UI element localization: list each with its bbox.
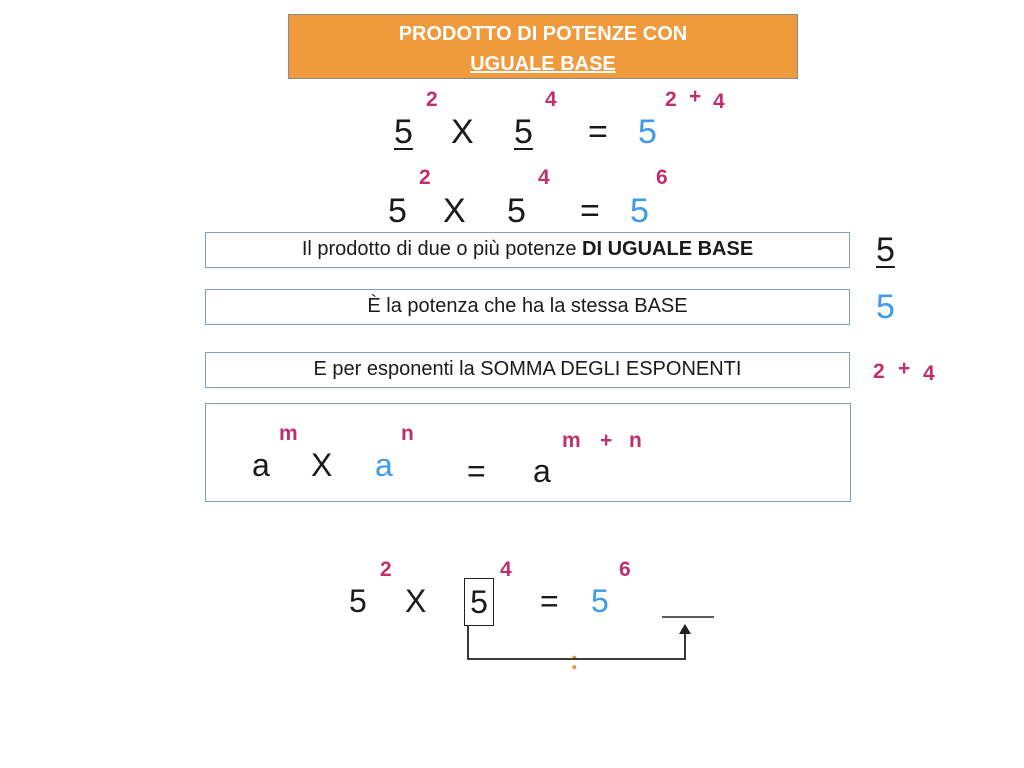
ex1-exp-1: 2 — [426, 88, 438, 111]
statement-3-side-a: 2 — [873, 360, 885, 383]
statement-3-text: E per esponenti la SOMMA DEGLI ESPONENTI — [313, 358, 742, 380]
ex2-base-2: 5 — [507, 192, 526, 230]
gf-base-a1: a — [252, 447, 270, 483]
statement-1-bold: DI UGUALE BASE — [582, 238, 754, 260]
ex1-exp-2: 4 — [545, 88, 557, 111]
ex2-times: X — [443, 192, 466, 230]
statement-1-text: Il prodotto di due o più potenze — [301, 238, 583, 260]
gf-exp-m: m — [279, 422, 298, 445]
ex1-result-plus: + — [689, 85, 702, 108]
ex3-exp-1: 2 — [380, 558, 392, 581]
ex3-result-base: 5 — [591, 583, 609, 619]
ex2-result-base: 5 — [630, 192, 649, 230]
ex1-times: X — [451, 113, 474, 151]
statement-1-side-five: 5 — [876, 231, 895, 269]
ex1-result-exp-a: 2 — [665, 88, 677, 111]
ex2-exp-1: 2 — [419, 166, 431, 189]
ex1-equals: = — [588, 113, 608, 151]
connector-path — [468, 626, 685, 659]
gf-base-a2: a — [375, 447, 393, 483]
gf-exp-n: n — [401, 422, 414, 445]
ex2-base-1: 5 — [388, 192, 407, 230]
ex1-result-base: 5 — [638, 113, 657, 151]
statement-3-side-plus: + — [898, 357, 911, 380]
gf-result-exp-m: m — [562, 429, 581, 452]
statement-2-text: È la potenza che ha la stessa BASE — [367, 295, 688, 317]
gf-equals: = — [467, 453, 486, 489]
ex3-base-2-boxed: 5 — [464, 578, 494, 626]
ex3-times: X — [405, 583, 427, 619]
gf-result-plus: + — [600, 429, 613, 452]
ex1-base-2: 5 — [514, 113, 533, 151]
title-line-2: UGUALE BASE — [470, 53, 616, 75]
statement-3-side-b: 4 — [923, 362, 935, 385]
title-line-1: PRODOTTO DI POTENZE CON — [398, 23, 688, 45]
ex3-result-exp: 6 — [619, 558, 631, 581]
gf-times: X — [311, 447, 333, 483]
ex3-dot: : — [570, 645, 579, 675]
statement-2-side-five: 5 — [876, 288, 895, 326]
ex3-base-1: 5 — [349, 583, 367, 619]
ex2-result-exp: 6 — [656, 166, 668, 189]
gf-result-base: a — [533, 453, 551, 489]
arrow-head-icon — [679, 624, 691, 634]
ex1-base-1: 5 — [394, 113, 413, 151]
ex3-exp-2: 4 — [500, 558, 512, 581]
ex2-exp-2: 4 — [538, 166, 550, 189]
ex3-equals: = — [540, 583, 559, 619]
ex1-result-exp-b: 4 — [713, 90, 725, 113]
gf-result-exp-n: n — [629, 429, 642, 452]
ex2-equals: = — [580, 192, 600, 230]
